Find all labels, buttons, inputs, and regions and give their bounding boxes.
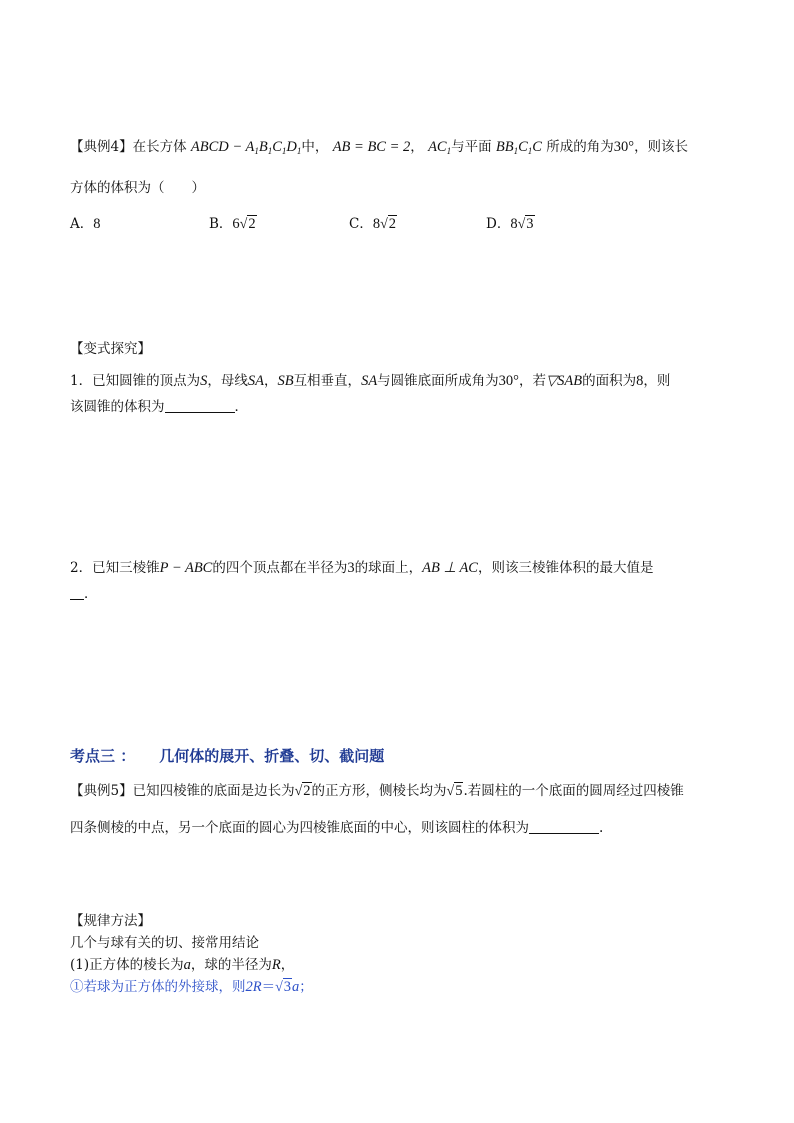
subscript: 1 bbox=[267, 146, 273, 156]
example-5-line-1 bbox=[70, 780, 730, 803]
text: C bbox=[272, 139, 282, 155]
text: 6 bbox=[232, 216, 240, 232]
sqrt-3 bbox=[275, 976, 292, 999]
text: 8 bbox=[372, 216, 381, 232]
question-1-line-1 bbox=[70, 370, 730, 392]
math: 2R bbox=[245, 979, 262, 995]
math: SB bbox=[277, 373, 294, 389]
radicand: 3 bbox=[283, 979, 292, 995]
text: ， bbox=[263, 373, 278, 389]
radicand: 3 bbox=[526, 216, 534, 232]
example-5-line-2 bbox=[70, 817, 730, 839]
math: SA bbox=[361, 373, 378, 389]
text: BB bbox=[495, 139, 514, 155]
angle-value: 30° bbox=[613, 139, 635, 155]
subscript: 1 bbox=[446, 146, 452, 156]
question-2-line-1 bbox=[70, 557, 730, 579]
text: ，则该长 bbox=[634, 139, 689, 155]
radical-icon: √ bbox=[294, 784, 303, 799]
text: AC bbox=[428, 139, 447, 155]
text: 在长方体 bbox=[132, 139, 187, 155]
radical-icon: √ bbox=[446, 784, 455, 799]
text: 与平面 bbox=[451, 139, 492, 155]
text: ①若球为正方体的外接球，则 bbox=[70, 979, 246, 995]
text: ＝ bbox=[261, 979, 276, 995]
option-label: B． bbox=[209, 216, 233, 232]
radicand: 2 bbox=[303, 783, 311, 799]
text: ． bbox=[84, 586, 98, 602]
text: ，则 bbox=[643, 373, 671, 389]
radicand: 2 bbox=[248, 216, 256, 232]
rules-line-1: 几个与球有关的切、接常用结论 bbox=[70, 935, 259, 951]
question-1-line-2 bbox=[70, 396, 730, 418]
line bbox=[70, 745, 730, 767]
rules-line-3 bbox=[70, 976, 730, 999]
text: 互相垂直， bbox=[293, 373, 362, 389]
text: ，若 bbox=[518, 373, 546, 389]
sqrt-5 bbox=[447, 780, 464, 803]
option-label: C． bbox=[349, 216, 373, 232]
text: 8 bbox=[510, 216, 518, 232]
radical-icon: √ bbox=[517, 217, 526, 232]
text: 已知四棱锥的底面是边长为 bbox=[132, 783, 295, 799]
option-a[interactable] bbox=[70, 213, 101, 235]
option-d[interactable] bbox=[486, 213, 535, 236]
example-4 bbox=[70, 136, 730, 235]
text: 该圆锥的体积为 bbox=[70, 399, 165, 415]
triangle-sab: ▽SAB bbox=[545, 373, 583, 389]
subscript: 1 bbox=[296, 146, 302, 156]
option-label: A． bbox=[70, 216, 94, 232]
section-label: 考点三 ： bbox=[70, 747, 136, 765]
subscript: 1 bbox=[281, 146, 287, 156]
area-value: 8 bbox=[636, 373, 644, 389]
text: (1)正方体的棱长为 bbox=[70, 957, 184, 973]
text: C bbox=[532, 139, 542, 155]
sqrt-3 bbox=[518, 213, 535, 236]
math: a bbox=[292, 979, 300, 995]
text: 四条侧棱的中点，另一个底面的圆心为四棱锥底面的中心，则该圆柱的体积为 bbox=[70, 820, 529, 836]
section-title: 几何体的展开、折叠、切、截问题 bbox=[159, 747, 385, 765]
text: ； bbox=[299, 979, 313, 995]
text: 1．已知圆锥的顶点为 bbox=[70, 373, 201, 389]
plane-bb1c1c bbox=[496, 139, 542, 155]
text: ， bbox=[410, 139, 424, 155]
rules-tag: 【规律方法】 bbox=[70, 913, 151, 929]
section-3-heading bbox=[70, 745, 730, 767]
radical-icon: √ bbox=[275, 980, 283, 995]
text: ，母线 bbox=[207, 373, 248, 389]
text: . bbox=[599, 820, 604, 836]
rules-line-2 bbox=[70, 954, 730, 976]
pyramid-name: P − ABC bbox=[159, 560, 213, 576]
answer-blank[interactable] bbox=[529, 819, 599, 834]
text: 的正方形，侧棱长均为 bbox=[311, 783, 447, 799]
text: ，球的半径为 bbox=[190, 957, 272, 973]
answer-blank[interactable] bbox=[165, 398, 235, 413]
rules-section bbox=[70, 910, 730, 999]
text: 的面积为 bbox=[582, 373, 637, 389]
example-4-line-2: 方体的体积为（ ） bbox=[70, 180, 205, 196]
radius-value: 3 bbox=[347, 560, 355, 576]
text: ． bbox=[234, 399, 248, 415]
variant-tag: 【变式探究】 bbox=[70, 341, 151, 357]
math: R bbox=[271, 957, 281, 973]
text: D bbox=[286, 139, 297, 155]
example-4-tag: 【典例4】 bbox=[70, 139, 133, 155]
text: ABCD − A bbox=[190, 139, 255, 155]
text: ，则该三棱锥体积的最大值是 bbox=[477, 560, 654, 576]
text: .若圆柱的一个底面的圆周经过四棱锥 bbox=[463, 783, 684, 799]
subscript: 1 bbox=[254, 146, 259, 156]
radicand: 2 bbox=[388, 216, 397, 232]
subscript: 1 bbox=[513, 146, 519, 156]
math: S bbox=[200, 373, 208, 389]
text: B bbox=[258, 139, 268, 155]
question-2-line-2 bbox=[70, 583, 730, 605]
variant-section bbox=[70, 338, 730, 418]
answer-blank[interactable] bbox=[70, 585, 84, 600]
angle-value: 30° bbox=[498, 373, 519, 389]
subscript: 1 bbox=[527, 146, 533, 156]
equation-ab-bc: AB = BC = 2 bbox=[332, 139, 411, 155]
option-label: D． bbox=[486, 216, 511, 232]
example-5 bbox=[70, 780, 730, 839]
option-c[interactable] bbox=[349, 213, 397, 236]
radicand: 5 bbox=[455, 783, 463, 799]
text: 的球面上， bbox=[354, 560, 423, 576]
option-b[interactable] bbox=[209, 213, 257, 236]
text: ， bbox=[280, 957, 295, 973]
example-5-tag: 【典例5】 bbox=[70, 783, 133, 799]
cuboid-name bbox=[191, 139, 302, 155]
question-2 bbox=[70, 557, 730, 605]
sqrt-2 bbox=[380, 213, 397, 236]
text: 中， bbox=[301, 139, 329, 155]
text: 与圆锥底面所成角为 bbox=[377, 373, 499, 389]
example-4-line-1 bbox=[70, 136, 730, 162]
text: 2．已知三棱锥 bbox=[70, 560, 160, 576]
radical-icon: √ bbox=[239, 217, 248, 232]
radical-icon: √ bbox=[380, 217, 388, 232]
text: 所成的角为 bbox=[546, 139, 614, 155]
perpendicular-relation: AB ⊥ AC bbox=[422, 560, 478, 576]
math: SA bbox=[247, 373, 264, 389]
sqrt-2 bbox=[295, 780, 312, 803]
text: 的四个顶点都在半径为 bbox=[212, 560, 348, 576]
sqrt-2 bbox=[240, 213, 257, 236]
text: C bbox=[518, 139, 528, 155]
answer-options bbox=[70, 213, 730, 235]
segment-ac1 bbox=[428, 139, 451, 155]
math: a bbox=[183, 957, 191, 973]
text: 8 bbox=[93, 216, 101, 232]
